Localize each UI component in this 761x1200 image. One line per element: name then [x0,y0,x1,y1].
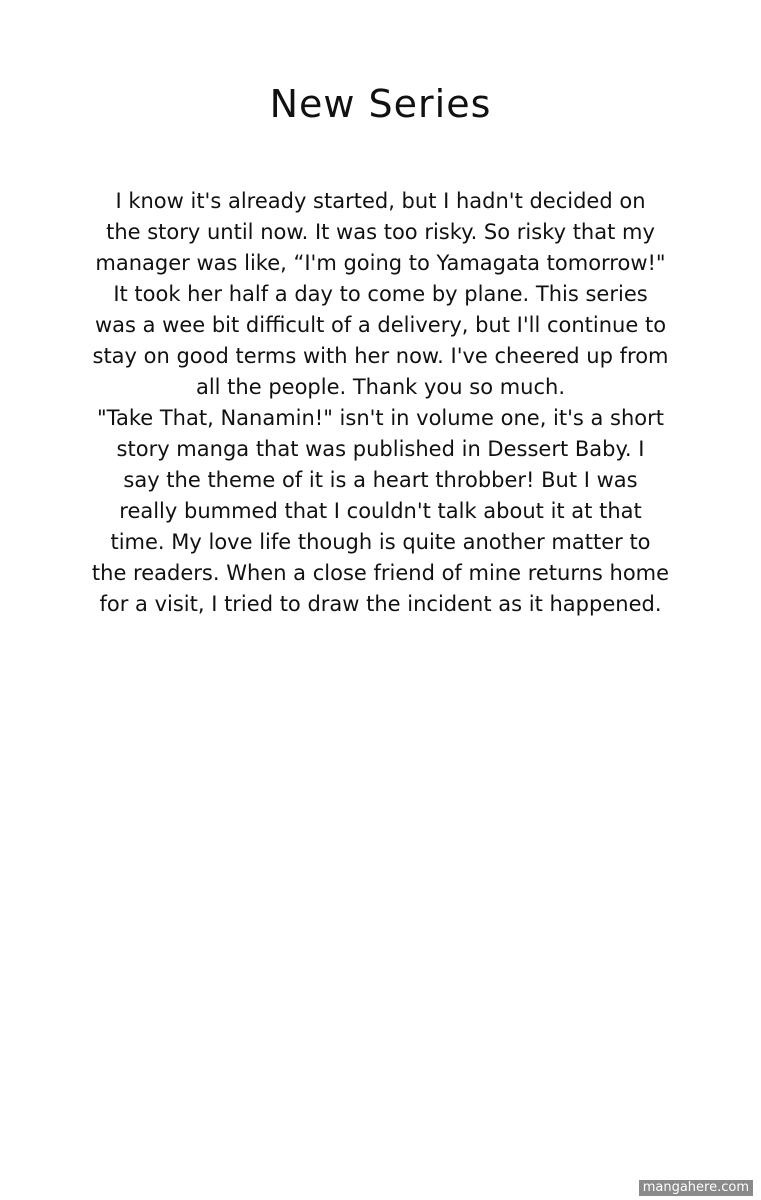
text-line: story manga that was published in Dessert Baby. I [116,437,645,461]
text-line: I know it's already started, but I hadn't decided on [115,189,646,213]
text-line: manager was like, “I'm going to Yamagata tomorrow!" [95,251,666,275]
text-line: for a visit, I tried to draw the incident as it happened. [99,592,662,616]
site-watermark: mangahere.com [639,1180,753,1196]
text-line: "Take That, Nanamin!" isn't in volume one, it's a short [96,406,665,430]
text-line: the story until now. It was too risky. So risky that my [106,220,655,244]
text-line: It took her half a day to come by plane. This series [113,282,648,306]
text-line: the readers. When a close friend of mine returns home [91,561,670,585]
text-line: was a wee bit difficult of a delivery, but I'll continue to [94,313,667,337]
text-line: say the theme of it is a heart throbber! But I was [123,468,638,492]
text-line: stay on good terms with her now. I've cheered up from [92,344,669,368]
page-title: New Series [269,82,492,126]
text-line: time. My love life though is quite another matter to [110,530,651,554]
author-note-text [30,186,731,620]
text-line: all the people. Thank you so much. [195,375,566,399]
text-line: really bummed that I couldn't talk about it at that [119,499,642,523]
